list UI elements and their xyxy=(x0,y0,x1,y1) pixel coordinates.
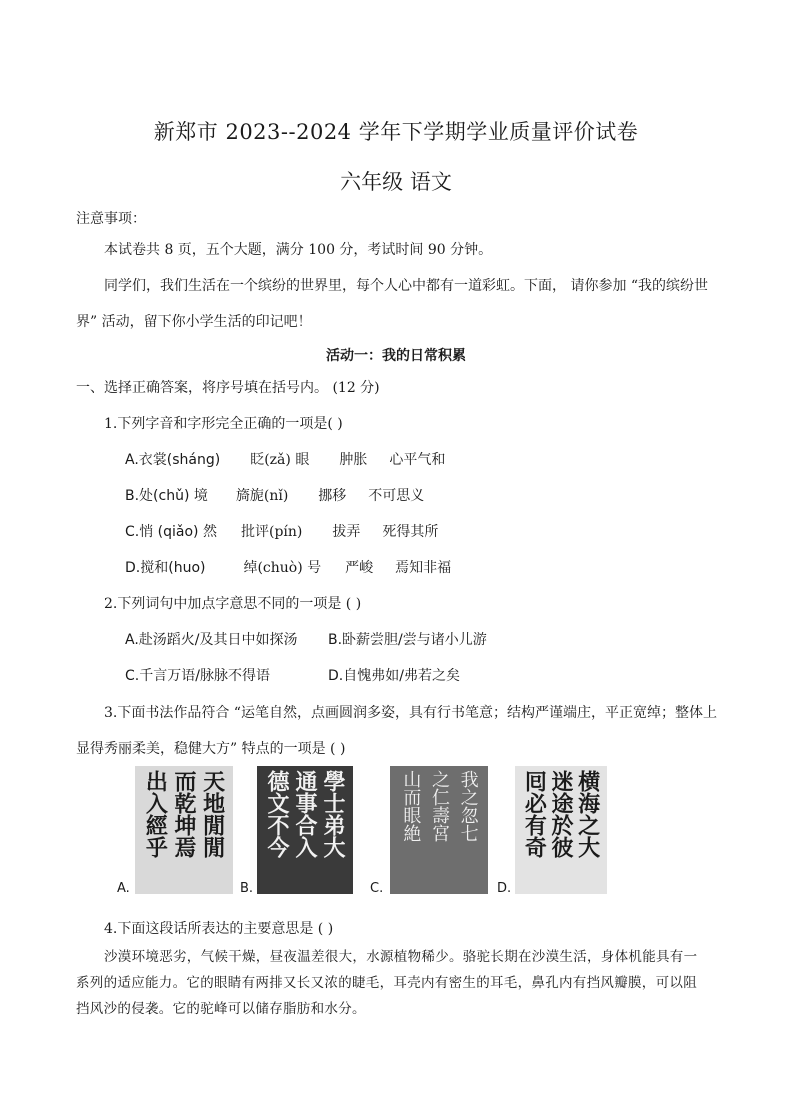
calli-b-col-1: 學士弟大 xyxy=(320,770,346,858)
q3-label-a: A. xyxy=(117,881,130,896)
q1-a-part-2: 眨(zǎ) 眼 xyxy=(250,452,310,468)
q1-c-part-1: C.悄 (qiǎo) 然 xyxy=(125,524,217,540)
q1-a-part-3: 肿胀 xyxy=(339,452,368,468)
q3-label-d: D. xyxy=(497,881,512,896)
q1-b-part-4: 不可思义 xyxy=(368,488,425,504)
calli-c-col-3: 山而眼絶 xyxy=(400,770,422,842)
q2-option-b: B.卧薪尝胆/尝与诸小儿游 xyxy=(328,632,487,648)
q2-stem: 2.下列词句中加点字意思不同的一项是 ( ) xyxy=(104,596,362,612)
q1-option-a xyxy=(125,449,445,469)
calligraphy-image-a xyxy=(135,766,233,894)
calli-d-col-1: 横海之大 xyxy=(574,770,601,858)
q1-d-part-1: D.搅和(huo) xyxy=(125,560,206,576)
q1-b-part-1: B.处(chǔ) 境 xyxy=(125,488,208,504)
q3-label-b: B. xyxy=(240,881,254,896)
calli-c-col-1: 我之忽七 xyxy=(457,770,479,842)
activity-title: 活动一：我的日常积累 xyxy=(326,348,466,364)
notice-line-1: 本试卷共 8 页，五个大题，满分 100 分，考试时间 90 分钟。 xyxy=(104,242,493,258)
q4-passage-line-1: 沙漠环境恶劣，气候干燥，昼夜温差很大，水源植物稀少。骆驼长期在沙漠生活，身体机能具有一 xyxy=(104,949,698,965)
intro-line-1: 同学们，我们生活在一个缤纷的世界里，每个人心中都有一道彩虹。下面， 请你参加 “我的缤纷世 xyxy=(104,278,709,294)
q4-stem: 4.下面这段话所表达的主要意思是 ( ) xyxy=(104,921,334,937)
calli-d-col-3: 囘必有奇 xyxy=(521,770,548,858)
q1-d-part-4: 焉知非福 xyxy=(395,560,452,576)
q2-option-a: A.赴汤蹈火/及其日中如探汤 xyxy=(125,632,298,648)
q2-option-d: D.自愧弗如/弗若之矣 xyxy=(328,668,460,684)
q3-stem-line-2: 显得秀丽柔美，稳健大方” 特点的一项是 ( ) xyxy=(76,741,346,757)
q4-passage-line-3: 挡风沙的侵袭。它的驼峰可以储存脂肪和水分。 xyxy=(76,1001,366,1017)
q1-b-part-2: 旖旎(nǐ) xyxy=(235,488,289,504)
q3-stem-line-1: 3.下面书法作品符合 “运笔自然，点画圆润多姿，具有行书笔意；结构严谨端庄，平正宽绰；整体上 xyxy=(104,705,717,721)
exam-subtitle: 六年级 语文 xyxy=(340,170,452,194)
q4-passage-line-2: 系列的适应能力。它的眼睛有两排又长又浓的睫毛，耳壳内有密生的耳毛，鼻孔内有挡风瓣膜，可以阻 xyxy=(76,975,697,991)
calli-a-col-2: 而乾坤焉 xyxy=(170,770,197,858)
q1-c-part-4: 死得其所 xyxy=(382,524,439,540)
q1-c-part-3: 拔弄 xyxy=(332,524,361,540)
q1-c-part-2: 批评(pín) xyxy=(240,524,303,540)
q1-option-c xyxy=(125,521,438,541)
calli-b-col-2: 通事合入 xyxy=(292,770,318,858)
q4-passage xyxy=(76,944,704,1022)
q1-stem: 1.下列字音和字形完全正确的一项是( ) xyxy=(104,416,343,432)
q1-a-part-1: A.衣裳(sháng) xyxy=(125,452,221,468)
calli-b-col-3: 德文不今 xyxy=(264,770,290,858)
q2-option-c: C.千言万语/脉脉不得语 xyxy=(125,668,270,684)
section-1-heading: 一、选择正确答案，将序号填在括号内。 (12 分) xyxy=(76,380,380,396)
q1-a-part-4: 心平气和 xyxy=(389,452,446,468)
exam-title: 新郑市 2023--2024 学年下学期学业质量评价试卷 xyxy=(153,120,639,144)
calli-a-col-1: 天地閒閒 xyxy=(199,770,226,858)
calli-d-col-2: 迷途於彼 xyxy=(547,770,574,858)
q1-option-d xyxy=(125,557,451,577)
q1-d-part-3: 严峻 xyxy=(345,560,374,576)
calli-a-col-3: 出入經乎 xyxy=(142,770,169,858)
calli-c-col-2: 之仁壽宮 xyxy=(428,770,450,842)
q1-b-part-3: 挪移 xyxy=(318,488,347,504)
intro-line-2: 界” 活动，留下你小学生活的印记吧！ xyxy=(76,314,312,330)
q1-d-part-2: 绰(chuò) 号 xyxy=(243,560,322,576)
notice-label: 注意事项： xyxy=(76,211,146,227)
calligraphy-image-d xyxy=(515,766,607,894)
calligraphy-image-c xyxy=(390,766,488,894)
calligraphy-image-b xyxy=(257,766,353,894)
q1-option-b xyxy=(125,485,424,505)
q3-label-c: C. xyxy=(370,881,384,896)
